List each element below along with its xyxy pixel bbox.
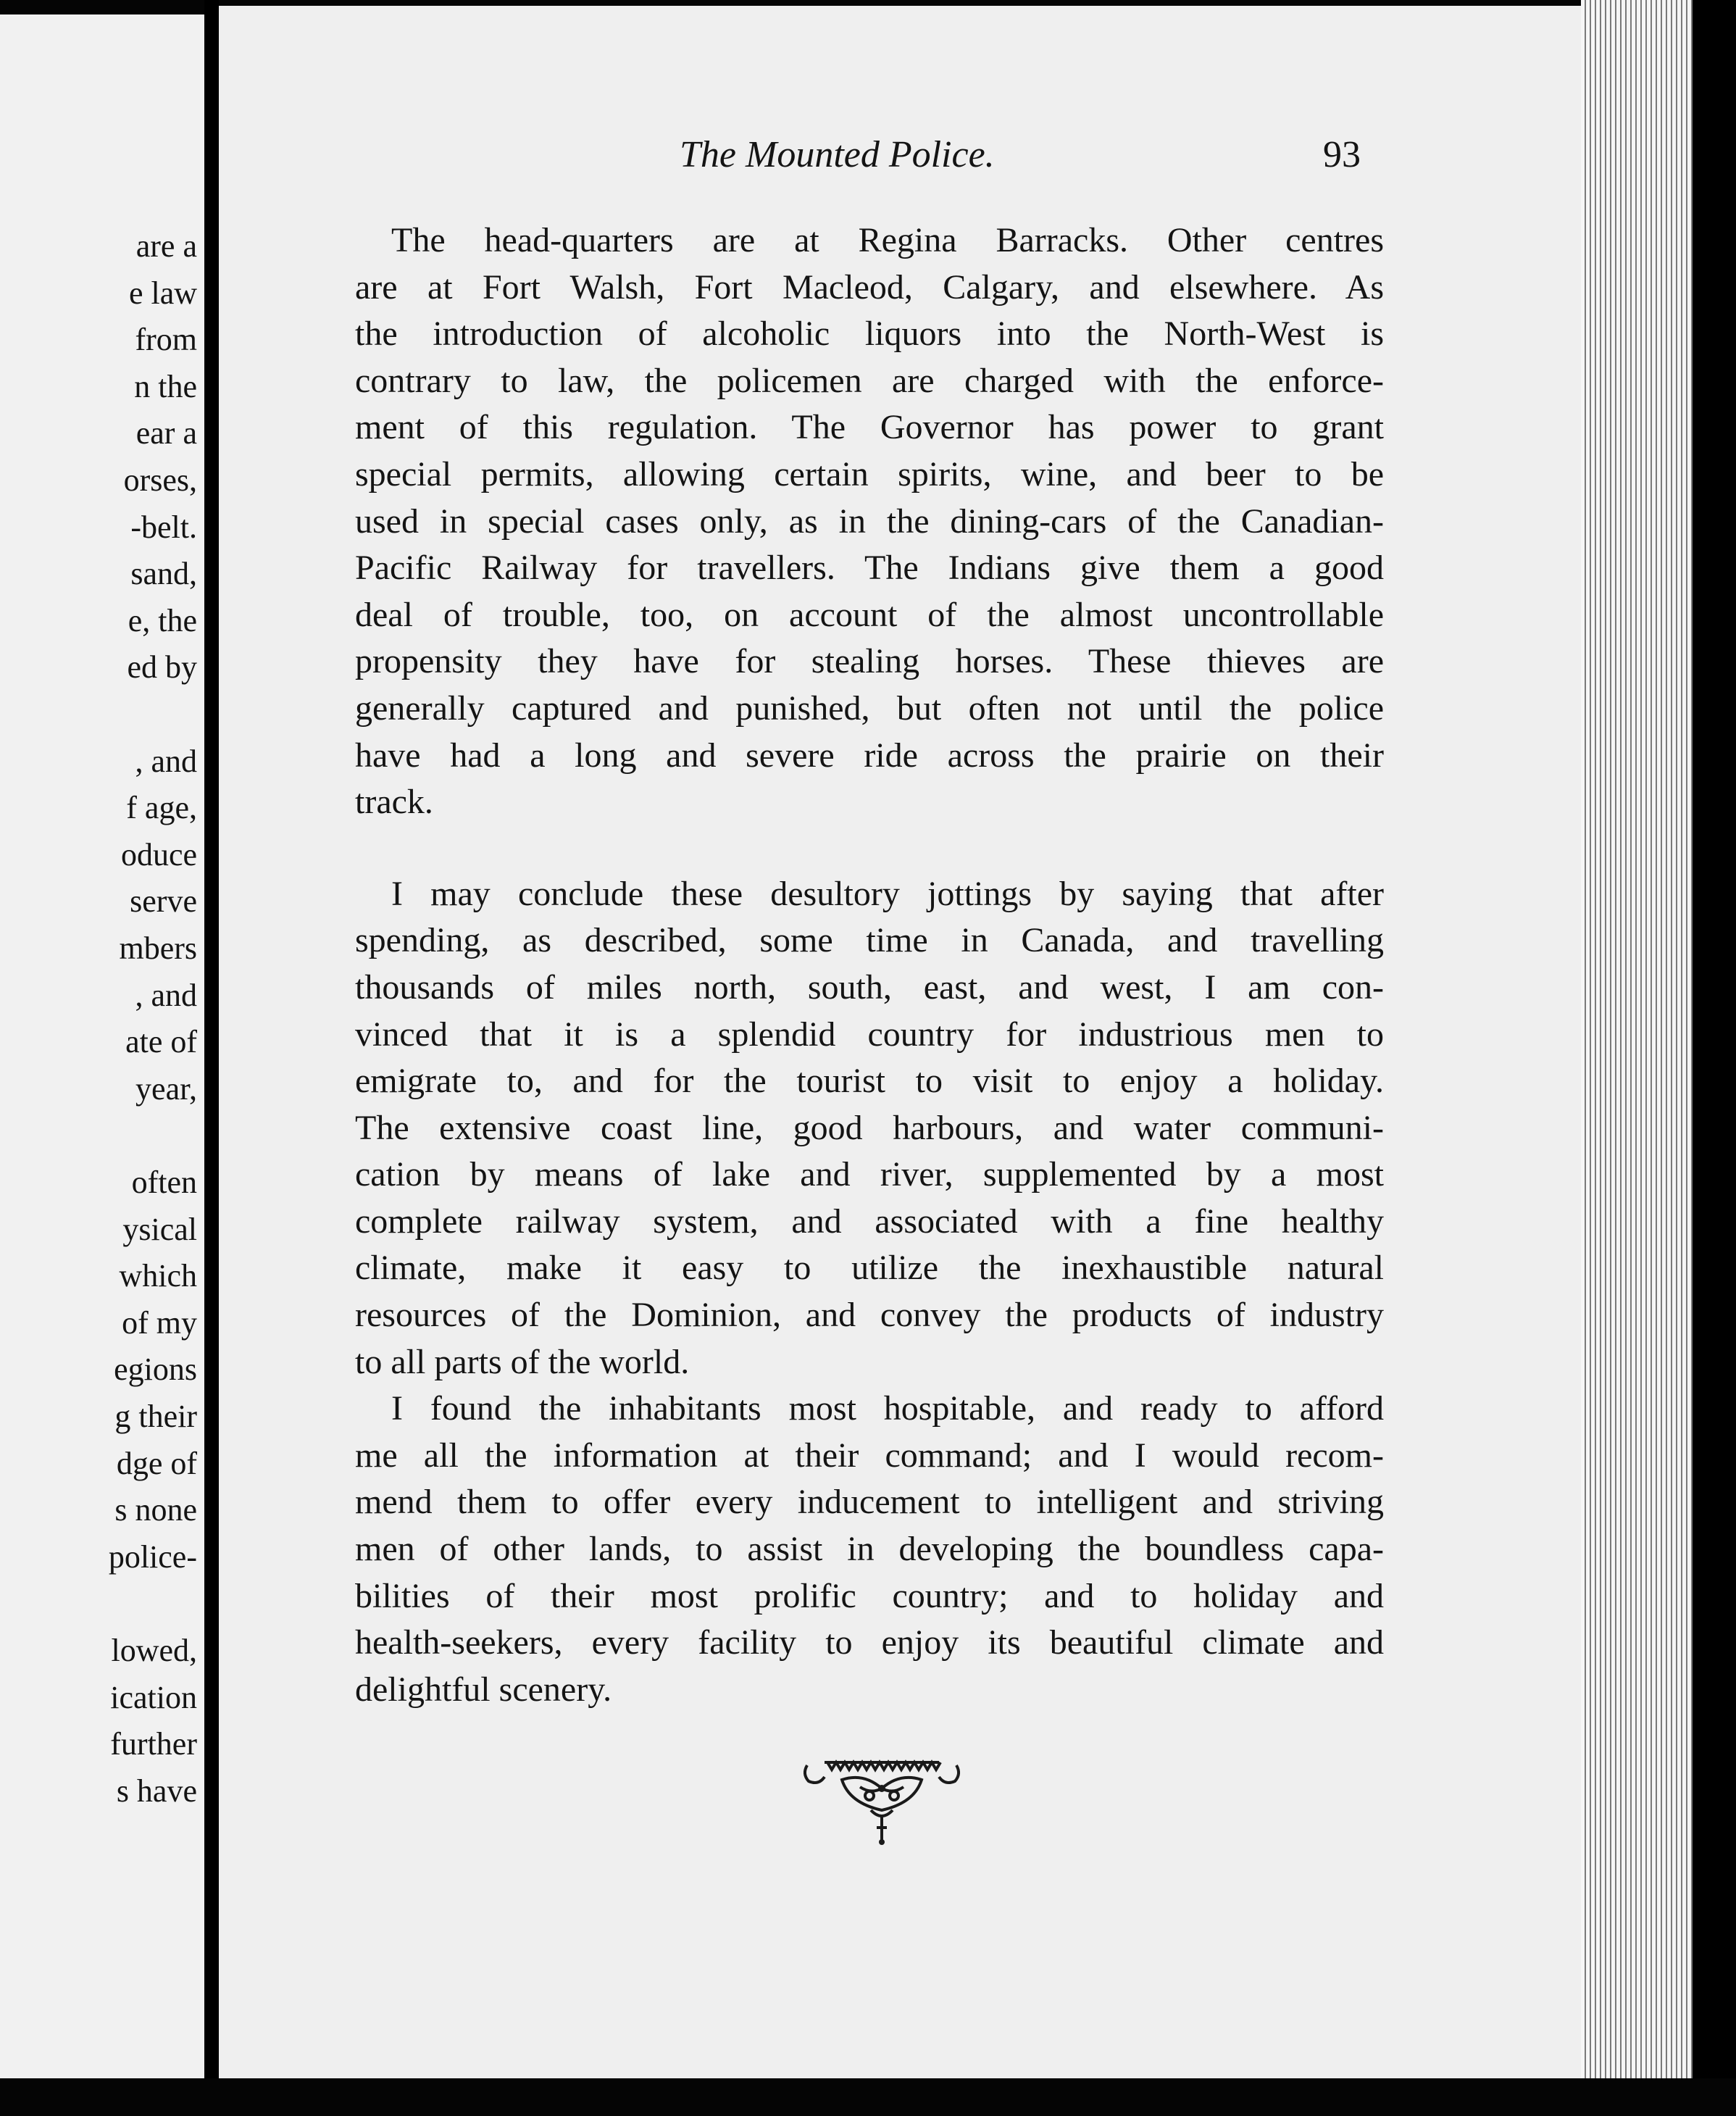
text-line: used in special cases only, as in the dining-cars of the Canadian-	[355, 501, 1384, 541]
text-line: I may conclude these desultory jottings by saying that after	[391, 874, 1384, 913]
previous-page-line: ysical	[122, 1211, 197, 1247]
text-line: men of other lands, to assist in developing the boundless capa-	[355, 1530, 1384, 1569]
previous-page-line: s none	[114, 1492, 197, 1528]
previous-page-line: ed by	[127, 649, 197, 686]
previous-page-line: orses,	[123, 462, 197, 498]
text-line: Pacific Railway for travellers. The Indians give them a good	[355, 549, 1384, 588]
previous-page-line: egions	[114, 1351, 197, 1388]
paragraph	[355, 217, 1384, 826]
text-line: me all the information at their command; and I would recom-	[355, 1436, 1384, 1475]
text-line: cation by means of lake and river, supplemented by a most	[355, 1155, 1384, 1194]
previous-page-line: f age,	[126, 790, 197, 826]
previous-page-line: sand,	[130, 556, 197, 592]
previous-page-line: , and	[135, 977, 197, 1013]
page-body	[355, 217, 1384, 1713]
previous-page-line: ication	[110, 1679, 197, 1715]
text-line: The head-quarters are at Regina Barracks. Other centres	[391, 221, 1384, 259]
running-title: The Mounted Police.	[680, 134, 995, 175]
text-line: ment of this regulation. The Governor has power to grant	[355, 408, 1384, 447]
background-right	[1693, 0, 1736, 2116]
previous-page-line: mbers	[119, 930, 197, 966]
text-line: vinced that it is a splendid country for industrious men to	[355, 1015, 1384, 1054]
previous-page-line: e, the	[128, 602, 197, 638]
text-line: The extensive coast line, good harbours, and water communi-	[355, 1108, 1384, 1147]
text-line: contrary to law, the policemen are charged with the enforce-	[355, 361, 1384, 400]
text-line: deal of trouble, too, on account of the almost uncontrollable	[355, 595, 1384, 634]
text-line: I found the inhabitants most hospitable, and ready to afford	[391, 1389, 1384, 1428]
floral-tailpiece-ornament-icon	[798, 1752, 965, 1846]
text-line: bilities of their most prolific country; and to holiday and	[355, 1576, 1384, 1615]
paragraph	[355, 1386, 1384, 1713]
previous-page-line: year,	[135, 1070, 197, 1107]
text-line: have had a long and severe ride across the prairie on their	[355, 736, 1384, 775]
text-line: complete railway system, and associated with a fine healthy	[355, 1201, 1384, 1241]
previous-page-line: s have	[116, 1773, 197, 1809]
background-bottom	[0, 2078, 1736, 2116]
previous-page-line: ate of	[125, 1024, 197, 1060]
text-line: generally captured and punished, but often not until the police	[355, 688, 1384, 728]
text-line: health-seekers, every facility to enjoy its beautiful climate and	[355, 1623, 1384, 1662]
previous-page-line: g their	[114, 1399, 197, 1434]
previous-page-line: police-	[108, 1538, 197, 1575]
text-line: resources of the Dominion, and convey the products of industry	[355, 1296, 1384, 1335]
text-line: the introduction of alcoholic liquors into the North-West is	[355, 315, 1384, 354]
previous-page-line: serve	[130, 883, 197, 920]
text-line: special permits, allowing certain spirits, wine, and beer to be	[355, 454, 1384, 493]
text-line: mend them to offer every inducement to intelligent and striving	[355, 1483, 1384, 1522]
previous-page-line: which	[119, 1258, 197, 1294]
previous-page-line: e law	[128, 275, 197, 311]
previous-page-line: further	[110, 1726, 197, 1762]
book-gutter	[204, 0, 219, 2116]
paragraph-gap	[355, 826, 1384, 871]
previous-page-line: are a	[135, 228, 197, 264]
text-line: to all parts of the world.	[355, 1342, 690, 1381]
text-line: propensity they have for stealing horses. These thieves are	[355, 642, 1384, 681]
text-line: are at Fort Walsh, Fort Macleod, Calgary, and elsewhere. As	[355, 267, 1384, 307]
previous-page-line: , and	[135, 743, 197, 779]
text-line: thousands of miles north, south, east, and west, I am con-	[355, 967, 1384, 1007]
text-line: emigrate to, and for the tourist to visit to enjoy a holiday.	[355, 1062, 1384, 1101]
text-line: spending, as described, some time in Canada, and travelling	[355, 921, 1384, 960]
previous-page-line: of my	[122, 1304, 197, 1341]
previous-page-line: from	[135, 322, 197, 358]
text-line: track.	[355, 783, 433, 822]
previous-page-line: often	[131, 1165, 197, 1200]
paragraph	[355, 871, 1384, 1386]
previous-page-line: n the	[134, 368, 197, 404]
previous-page-line: lowed,	[111, 1633, 197, 1668]
previous-page-line: -belt.	[130, 509, 197, 545]
text-line: delightful scenery.	[355, 1670, 612, 1709]
previous-page-line: dge of	[116, 1445, 197, 1481]
page-number: 93	[1323, 134, 1361, 175]
previous-page-fragment	[0, 14, 204, 2102]
previous-page-line: oduce	[120, 836, 197, 872]
text-line: climate, make it easy to utilize the inexhaustible natural	[355, 1249, 1384, 1288]
previous-page-line: ear a	[135, 415, 197, 451]
page-edge-stack	[1581, 0, 1693, 2087]
